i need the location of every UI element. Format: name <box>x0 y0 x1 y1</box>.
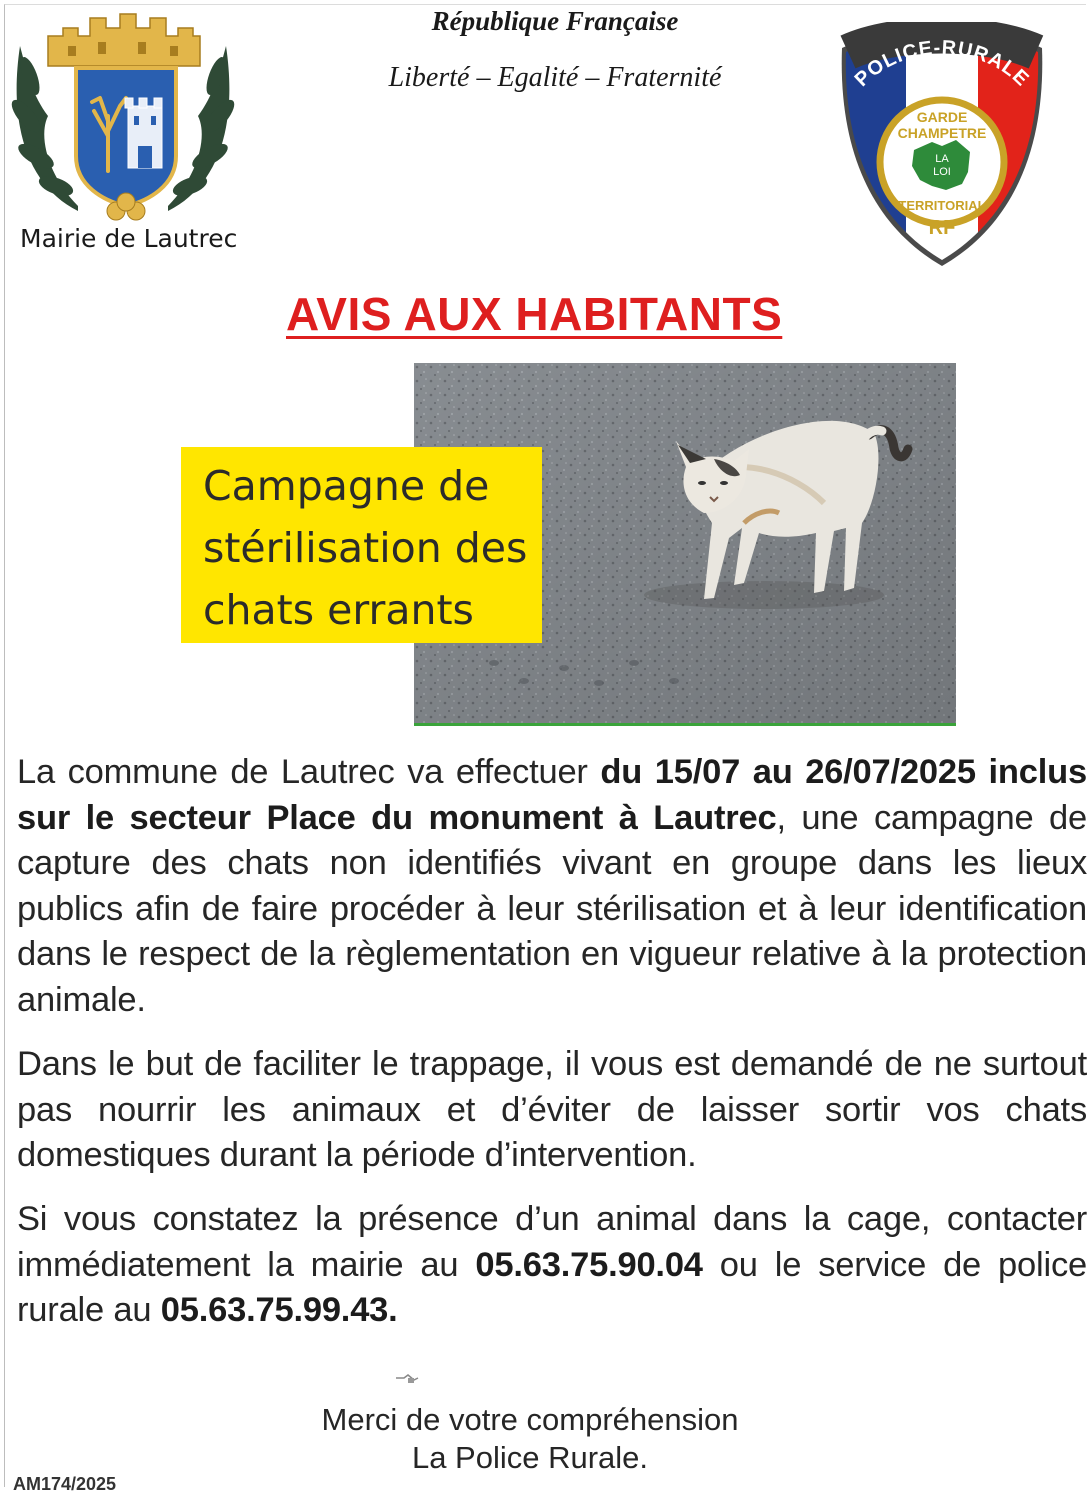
notice-title: AVIS AUX HABITANTS <box>286 288 783 340</box>
paragraph-campaign-dates <box>17 750 1087 1023</box>
p1-dates-location: du 15/07 au 26/07/2025 inclus sur le secteur Place du monument à Lautrec <box>17 753 1087 837</box>
republic-heading: République Française <box>431 6 679 36</box>
badge-champetre: CHAMPETRE <box>897 125 987 141</box>
badge-top-text: POLICE-RURALE <box>850 36 1034 92</box>
campaign-line-3: chats errants <box>203 586 474 634</box>
paragraph-contact <box>17 1197 1087 1334</box>
document-reference: AM174/2025 <box>13 1474 117 1494</box>
badge-loi: LOI <box>933 166 951 178</box>
lautrec-coat-of-arms-icon <box>8 6 238 231</box>
closing-thanks: Merci de votre compréhension <box>321 1402 739 1437</box>
p3-text-a: Si vous constatez la présence d’un animal dans la cage, contacter immédiatement la mairie au <box>17 1200 1087 1284</box>
phone-police: 05.63.75.99.43. <box>160 1291 398 1329</box>
scan-speck-icon <box>394 1372 420 1386</box>
badge-territorial: TERRITORIAL <box>898 198 986 213</box>
mairie-label: Mairie de Lautrec <box>20 224 238 253</box>
phone-mairie: 05.63.75.90.04 <box>475 1245 703 1284</box>
badge-garde: GARDE <box>916 109 968 125</box>
closing-signature: La Police Rurale. <box>411 1440 649 1475</box>
p3-text-b: ou le service de police rurale au <box>17 1245 1087 1329</box>
campaign-line-1: Campagne de <box>203 462 490 510</box>
campaign-line-2: stérilisation des <box>203 524 528 572</box>
paragraph-instructions: Dans le but de faciliter le trappage, il vous est demandé de ne surtout pas nourrir les animaux et d’éviter de laisser sortir vos chats domestiques durant la période d’intervention. <box>17 1045 1087 1174</box>
republic-motto: Liberté – Egalité – Fraternité <box>388 62 722 93</box>
badge-la: LA <box>935 153 949 165</box>
p1-text-b: , une campagne de capture des chats non identifiés vivant en groupe dans les lieux publics afin de faire procéder à leur stérilisation et à leur identification dans le respect de la règlementation en vigueur relative à la protection animale. <box>17 798 1087 1019</box>
badge-rf: RF <box>928 217 956 239</box>
p1-text-a: La commune de Lautrec va effectuer <box>17 753 601 791</box>
police-rurale-badge-icon <box>836 22 1048 266</box>
campaign-highlight-box <box>181 447 542 643</box>
